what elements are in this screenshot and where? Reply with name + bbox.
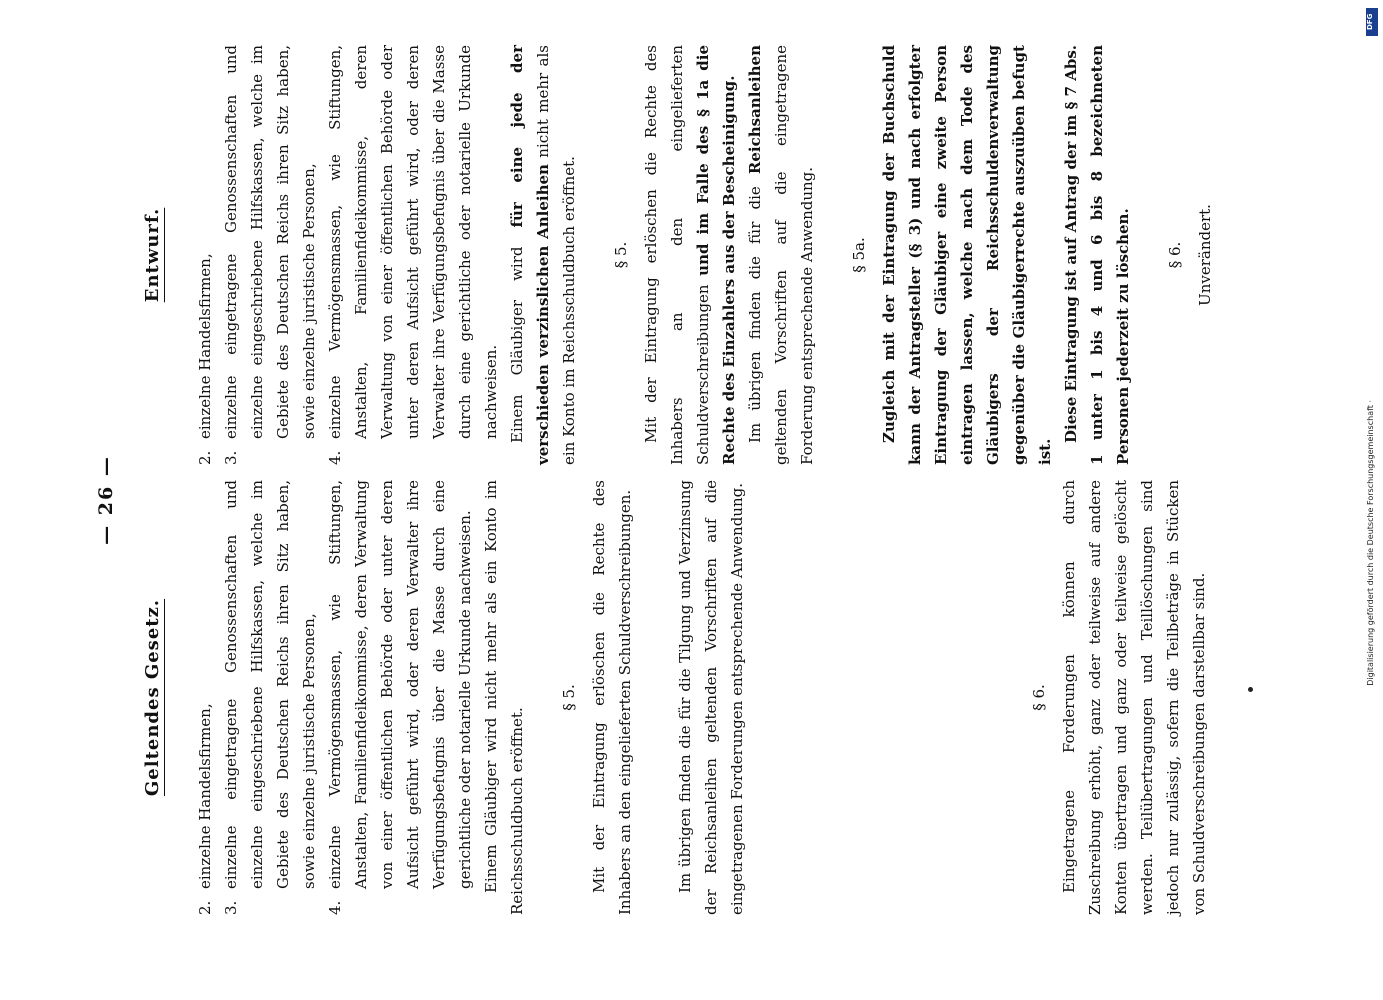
list-item: 2. einzelne Handelsfirmen,: [196, 703, 214, 915]
column-title-draft: Entwurf.: [142, 207, 163, 303]
paragraph-creditor-account: Einem Gläubiger wird für eine jede der verschieden verzinslichen Anleihen nicht mehr als ein Konto im Reichsschuldbuch eröffnet.: [508, 45, 578, 465]
paragraph-5-1: Mit der Eintragung erlöschen die Rechte des Inhabers an den eingelieferten Schuldverschreibungen.: [590, 480, 634, 915]
paragraph-5-1: Mit der Eintragung erlöschen die Rechte des Inhabers an den eingelieferten Schuldverschreibungen und im Falle des § 1a die Rechte des Einzahlers aus der Bescheinigung.: [642, 45, 738, 465]
list-item: 3. einzelne eingetragene Genossenschaften und einzelne eingeschriebene Hilfskassen, welche im Gebiete des Deutschen Reichs ihren Sitz haben, sowie einzelne juristische Personen,: [222, 45, 318, 465]
paragraph-creditor-account: Einem Gläubiger wird nicht mehr als ein Konto im Reichsschuldbuch eröffnet.: [482, 480, 526, 915]
dfg-logo: DFG: [1366, 8, 1378, 36]
paragraph-5-2: Im übrigen finden die für die Reichsanleihen geltenden Vorschriften auf die eingetragene Forderung entsprechende Anwendung.: [746, 45, 816, 465]
list-item: 4. einzelne Vermögensmassen, wie Stiftungen, Anstalten, Familienfideikommisse, deren Verwaltung von einer öffentlichen Behörde oder unter deren Aufsicht geführt wird, oder deren Verwalter ihre Verfügungsbefugnis über die Masse durch eine gerichtliche oder notarielle Urkunde nachweisen.: [326, 480, 474, 915]
list-item: 4. einzelne Vermögensmassen, wie Stiftungen, Anstalten, Familienfideikommisse, deren Verwaltung von einer öffentlichen Behörde oder unter deren Aufsicht geführt wird, oder deren Verwalter ihre Verfügungsbefugnis über die Masse durch eine gerichtliche oder notarielle Urkunde nachweisen.: [326, 45, 500, 465]
page-number: — 26 —: [95, 455, 117, 545]
column-title-current-law: Geltendes Gesetz.: [142, 598, 163, 797]
paragraph-6: Unverändert.: [1196, 204, 1214, 306]
list-item: 2. einzelne Handelsfirmen,: [196, 253, 214, 465]
paragraph-5a-2: Diese Eintragung ist auf Antrag der im § 7 Abs. 1 unter 1 bis 4 und 6 bis 8 bezeichneten Personen jederzeit zu löschen.: [1062, 45, 1132, 465]
column-current-law: [140, 480, 1212, 915]
paragraph-5a-1: Zugleich mit der Eintragung der Buchschuld kann der Antragsteller (§ 3) und nach erfolgter Eintragung der Gläubiger eine zweite Person eintragen lassen, welche nach dem Tode des Gläubigers der Reichsschuldenverwaltung gegenüber die Gläubigerrechte auszuüben befugt ist.: [880, 45, 1054, 465]
section-heading-6: § 6.: [1030, 684, 1048, 711]
section-heading-5: § 5.: [560, 684, 578, 711]
paragraph-6: Eingetragene Forderungen können durch Zuschreibung erhöht, ganz oder teilweise auf andere Konten übertragen und ganz oder teilweise gelöscht werden. Teilübertragungen und Teillöschungen sind jedoch nur zulässig, sofern die Teilbeträge in Stücken von Schuldverschreibungen darstellbar sind.: [1060, 480, 1208, 915]
ink-dot: [1248, 687, 1253, 692]
digitization-credit: Digitalisierung gefördert durch die Deutsche Forschungsgemeinschaft ·: [1366, 400, 1375, 686]
section-heading-6: § 6.: [1166, 241, 1184, 269]
section-heading-5: § 5.: [612, 241, 630, 269]
column-draft: [140, 45, 1218, 465]
section-heading-5a: § 5a.: [850, 237, 868, 273]
list-item: 3. einzelne eingetragene Genossenschaften und einzelne eingeschriebene Hilfskassen, welche im Gebiete des Deutschen Reichs ihren Sitz haben, sowie einzelne juristische Personen,: [222, 480, 318, 915]
paragraph-5-2: Im übrigen finden die für die Tilgung und Verzinsung der Reichsanleihen geltenden Vorschriften auf die eingetragenen Forderungen entsprechende Anwendung.: [676, 480, 746, 915]
